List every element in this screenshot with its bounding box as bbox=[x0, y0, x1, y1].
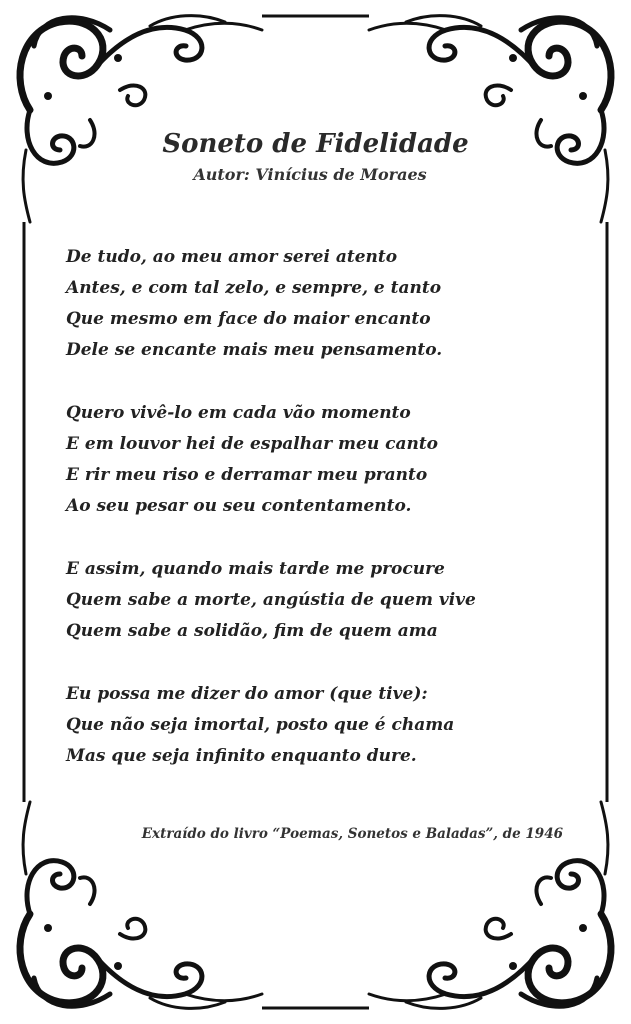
poem-line: Que mesmo em face do maior encanto bbox=[66, 309, 431, 329]
poem-line: Eu possa me dizer do amor (que tive): bbox=[66, 684, 428, 704]
corner-ornament-top-left bbox=[20, 16, 262, 222]
poem-line: E em louvor hei de espalhar meu canto bbox=[66, 434, 439, 454]
poem-line: Mas que seja infinito enquanto dure. bbox=[66, 746, 417, 766]
poem-line: E rir meu riso e derramar meu pranto bbox=[66, 465, 428, 485]
poem-line: Que não seja imortal, posto que é chama bbox=[66, 715, 455, 735]
poem-line: Antes, e com tal zelo, e sempre, e tanto bbox=[66, 278, 442, 298]
source-citation: Extraído do livro “Poemas, Sonetos e Baladas”, de 1946 bbox=[141, 826, 563, 842]
poem-line: Quero vivê-lo em cada vão momento bbox=[66, 403, 411, 423]
stanza-4 bbox=[66, 679, 566, 772]
stanza-1 bbox=[66, 242, 566, 366]
poem-line: E assim, quando mais tarde me procure bbox=[66, 559, 445, 579]
poem-body bbox=[66, 242, 566, 804]
stanza-3 bbox=[66, 554, 566, 647]
poem-line: Ao seu pesar ou seu contentamento. bbox=[66, 496, 412, 516]
poem-line: De tudo, ao meu amor serei atento bbox=[66, 247, 398, 267]
stanza-2 bbox=[66, 398, 566, 522]
poem-author: Autor: Vinícius de Moraes bbox=[193, 165, 427, 184]
poem-line: Quem sabe a morte, angústia de quem vive bbox=[66, 590, 476, 610]
poem-title: Soneto de Fidelidade bbox=[162, 129, 469, 159]
corner-ornament-top-right bbox=[369, 16, 611, 222]
poem-line: Dele se encante mais meu pensamento. bbox=[66, 340, 443, 360]
poem-line: Quem sabe a solidão, fim de quem ama bbox=[66, 621, 438, 641]
